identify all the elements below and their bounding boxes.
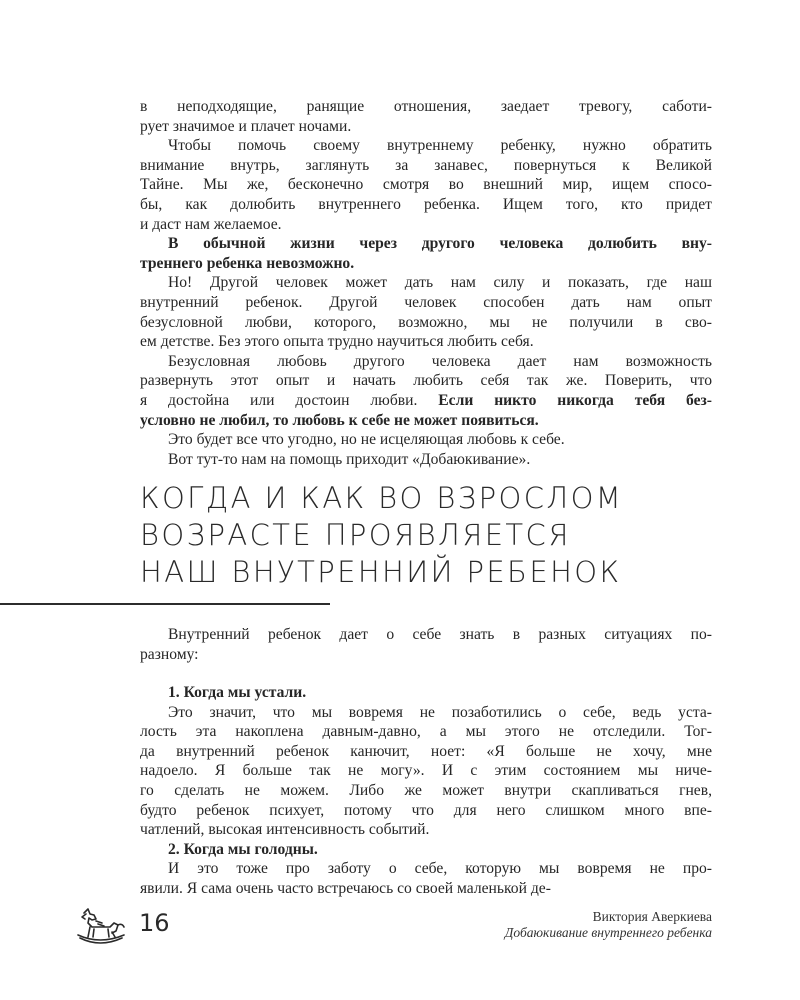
body-text-top [140, 97, 712, 469]
paragraph [140, 273, 712, 351]
text-line [140, 136, 712, 156]
text-line [140, 683, 712, 703]
text-line [140, 879, 712, 899]
text-run: лость эта накоплена давным-давно, а мы этого не отследили. Тог- [140, 723, 712, 741]
text-run: явили. Я сама очень часто встречаюсь со своей маленькой де- [140, 879, 551, 897]
paragraph [140, 234, 712, 273]
text-run: Это будет все что угодно, но не исцеляющая любовь к себе. [168, 431, 565, 449]
text-line [140, 645, 712, 665]
text-run: безусловной любви, которого, возможно, мы не получили в сво- [140, 313, 712, 331]
running-footer [505, 909, 712, 941]
bold-text: 2. Когда мы голодны. [168, 840, 318, 858]
text-run: Безусловная любовь другого человека дает нам возможность [168, 352, 712, 370]
text-run: Это значит, что мы вовремя не позаботились о себе, ведь уста- [168, 703, 712, 721]
text-line [140, 430, 712, 450]
text-run: бы, как долюбить внутреннего ребенка. Ищем того, кто придет [140, 195, 712, 213]
text-line [140, 97, 712, 117]
text-line [140, 625, 712, 645]
text-line [140, 411, 712, 431]
bold-text: Если никто никогда тебя без- [438, 391, 712, 409]
text-line [140, 313, 712, 333]
bold-text: условно не любил, то любовь к себе не может появиться. [140, 411, 539, 429]
text-line [140, 254, 712, 274]
text-line [140, 450, 712, 470]
paragraph [140, 430, 712, 450]
paragraph [140, 683, 712, 703]
text-run: Тайне. Мы же, бесконечно смотря во внешний мир, ищем спосо- [140, 176, 712, 194]
bold-text: В обычной жизни через другого человека долюбить вну- [168, 235, 712, 253]
text-run: внимание внутрь, заглянуть за занавес, повернуться к Великой [140, 156, 712, 174]
text-line [140, 234, 712, 254]
text-line [140, 703, 712, 723]
page-number: 16 [139, 909, 170, 937]
text-line [140, 195, 712, 215]
body-text-list [140, 683, 712, 899]
heading-rule [0, 603, 330, 605]
heading-line: ВОЗРАСТЕ ПРОЯВЛЯЕТСЯ [140, 518, 571, 552]
text-line [140, 175, 712, 195]
chapter-heading [140, 480, 700, 591]
text-line [140, 840, 712, 860]
text-line [140, 273, 712, 293]
text-line [140, 781, 712, 801]
paragraph [140, 97, 712, 136]
text-run: внутренний ребенок. Другой человек способен дать нам опыт [140, 293, 712, 311]
bold-text: 1. Когда мы устали. [168, 684, 307, 701]
text-run: Чтобы помочь своему внутреннему ребенку, нужно обратить [168, 137, 712, 155]
rocking-horse-icon [72, 905, 128, 947]
heading-line: КОГДА И КАК ВО ВЗРОСЛОМ [140, 481, 624, 515]
text-run: чатлений, высокая интенсивность событий. [140, 821, 430, 839]
text-line [140, 722, 712, 742]
text-run: и даст нам желаемое. [140, 215, 282, 233]
text-run: ем детстве. Без этого опыта трудно научиться любить себя. [140, 333, 534, 351]
paragraph [140, 703, 712, 840]
text-run: рует значимое и плачет ночами. [140, 117, 352, 135]
text-run: будто ребенок психует, потому что для него слишком много впе- [140, 801, 712, 819]
text-line [140, 293, 712, 313]
text-line [140, 742, 712, 762]
footer-author: Виктория Аверкиева [592, 909, 712, 924]
text-run: Внутренний ребенок дает о себе знать в разных ситуациях по- [168, 626, 712, 643]
text-run: я достойна или достоин любви. [140, 391, 439, 409]
text-line [140, 820, 712, 840]
body-text-intro [140, 625, 712, 664]
text-line [140, 332, 712, 352]
text-line [140, 352, 712, 372]
text-run: И это тоже про заботу о себе, которую мы вовремя не про- [168, 860, 712, 878]
text-run: да внутренний ребенок канючит, ноет: «Я больше не хочу, мне [140, 742, 712, 760]
text-run: Вот тут-то нам на помощь приходит «Добаюкивание». [168, 450, 531, 468]
text-line [140, 859, 712, 879]
paragraph [140, 450, 712, 470]
text-run: в неподходящие, ранящие отношения, заедает тревогу, саботи- [140, 98, 712, 115]
paragraph [140, 625, 712, 664]
text-line [140, 156, 712, 176]
paragraph [140, 859, 712, 898]
text-run: развернуть этот опыт и начать любить себя так же. Поверить, что [140, 372, 712, 390]
text-run: го сделать не можем. Либо же может внутри скапливаться гнев, [140, 781, 712, 799]
heading-line: НАШ ВНУТРЕННИЙ РЕБЕНОК [140, 555, 622, 589]
text-line [140, 801, 712, 821]
paragraph [140, 136, 712, 234]
text-run: разному: [140, 645, 199, 663]
text-line [140, 761, 712, 781]
text-line [140, 391, 712, 411]
paragraph [140, 352, 712, 430]
text-line [140, 215, 712, 235]
text-run: надоело. Я больше так не могу». И с этим состоянием мы ниче- [140, 762, 712, 780]
paragraph [140, 840, 712, 860]
text-line [140, 117, 712, 137]
footer-book-title: Добаюкивание внутреннего ребенка [504, 925, 712, 940]
bold-text: треннего ребенка невозможно. [140, 254, 355, 272]
text-run: Но! Другой человек может дать нам силу и показать, где наш [168, 274, 712, 292]
text-line [140, 371, 712, 391]
